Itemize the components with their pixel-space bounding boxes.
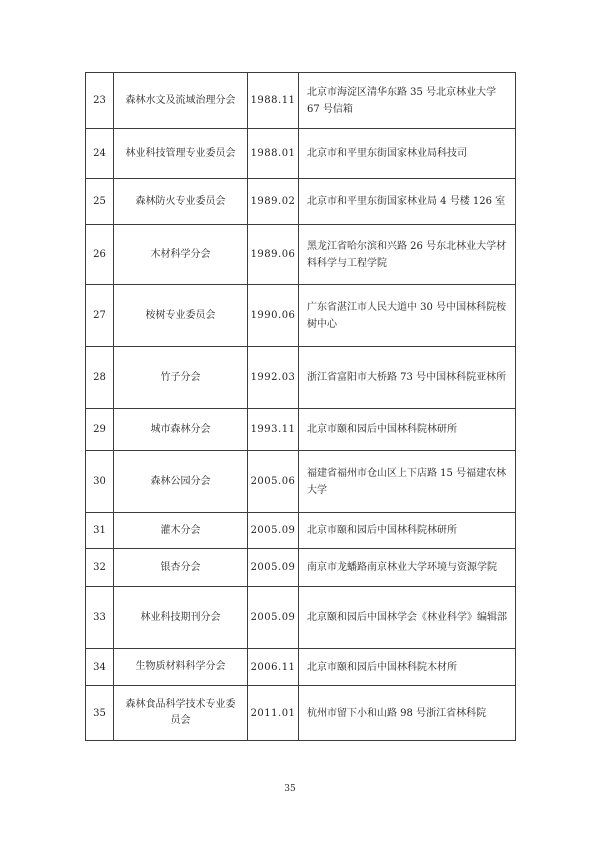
cell-date: 1993.11 xyxy=(248,409,299,451)
table-row xyxy=(86,409,516,451)
cell-number: 29 xyxy=(86,409,114,451)
cell-date: 2011.01 xyxy=(248,686,299,741)
table-row xyxy=(86,649,516,686)
cell-address: 北京市颐和园后中国林科院林研所 xyxy=(299,513,516,549)
cell-name: 林业科技管理专业委员会 xyxy=(114,129,248,179)
table-row xyxy=(86,347,516,409)
cell-name: 森林水文及流域治理分会 xyxy=(114,73,248,129)
page-number: 35 xyxy=(284,784,296,794)
table-row xyxy=(86,686,516,741)
cell-name: 森林防火专业委员会 xyxy=(114,179,248,225)
cell-name: 林业科技期刊分会 xyxy=(114,587,248,649)
cell-number: 35 xyxy=(86,686,114,741)
table-row xyxy=(86,285,516,347)
cell-date: 2005.09 xyxy=(248,513,299,549)
cell-name: 银杏分会 xyxy=(114,549,248,587)
cell-address: 黑龙江省哈尔滨和兴路 26 号东北林业大学材料科学与工程学院 xyxy=(299,225,516,285)
cell-name: 生物质材料科学分会 xyxy=(114,649,248,686)
cell-date: 1990.06 xyxy=(248,285,299,347)
cell-name: 城市森林分会 xyxy=(114,409,248,451)
cell-address: 北京市海淀区清华东路 35 号北京林业大学 67 号信箱 xyxy=(299,73,516,129)
table-row xyxy=(86,513,516,549)
table-row xyxy=(86,179,516,225)
cell-address: 北京颐和园后中国林学会《林业科学》编辑部 xyxy=(299,587,516,649)
table-row xyxy=(86,73,516,129)
cell-number: 30 xyxy=(86,451,114,513)
table-row xyxy=(86,129,516,179)
cell-date: 1989.02 xyxy=(248,179,299,225)
cell-address: 福建省福州市仓山区上下店路 15 号福建农林大学 xyxy=(299,451,516,513)
table-row xyxy=(86,549,516,587)
cell-number: 33 xyxy=(86,587,114,649)
cell-address: 北京市颐和园后中国林科院林研所 xyxy=(299,409,516,451)
cell-address: 杭州市留下小和山路 98 号浙江省林科院 xyxy=(299,686,516,741)
cell-name: 森林公园分会 xyxy=(114,451,248,513)
cell-number: 23 xyxy=(86,73,114,129)
cell-date: 2006.11 xyxy=(248,649,299,686)
cell-number: 25 xyxy=(86,179,114,225)
cell-address: 北京市和平里东街国家林业局科技司 xyxy=(299,129,516,179)
cell-address: 浙江省富阳市大桥路 73 号中国林科院亚林所 xyxy=(299,347,516,409)
cell-address: 北京市颐和园后中国林科院木材所 xyxy=(299,649,516,686)
cell-name: 灌木分会 xyxy=(114,513,248,549)
cell-address: 北京市和平里东街国家林业局 4 号楼 126 室 xyxy=(299,179,516,225)
committee-table xyxy=(85,72,516,741)
cell-number: 27 xyxy=(86,285,114,347)
cell-date: 2005.06 xyxy=(248,451,299,513)
cell-date: 1988.11 xyxy=(248,73,299,129)
table-row xyxy=(86,451,516,513)
cell-date: 2005.09 xyxy=(248,587,299,649)
cell-date: 1992.03 xyxy=(248,347,299,409)
table-row xyxy=(86,587,516,649)
cell-number: 24 xyxy=(86,129,114,179)
cell-name: 森林食品科学技术专业委员会 xyxy=(114,686,248,741)
cell-address: 南京市龙蟠路南京林业大学环境与资源学院 xyxy=(299,549,516,587)
table-body xyxy=(86,73,516,741)
cell-date: 1988.01 xyxy=(248,129,299,179)
cell-name: 木材科学分会 xyxy=(114,225,248,285)
cell-date: 1989.06 xyxy=(248,225,299,285)
cell-date: 2005.09 xyxy=(248,549,299,587)
cell-name: 竹子分会 xyxy=(114,347,248,409)
table-row xyxy=(86,225,516,285)
cell-name: 桉树专业委员会 xyxy=(114,285,248,347)
cell-number: 32 xyxy=(86,549,114,587)
cell-number: 26 xyxy=(86,225,114,285)
cell-number: 31 xyxy=(86,513,114,549)
cell-address: 广东省湛江市人民大道中 30 号中国林科院桉树中心 xyxy=(299,285,516,347)
cell-number: 34 xyxy=(86,649,114,686)
cell-number: 28 xyxy=(86,347,114,409)
